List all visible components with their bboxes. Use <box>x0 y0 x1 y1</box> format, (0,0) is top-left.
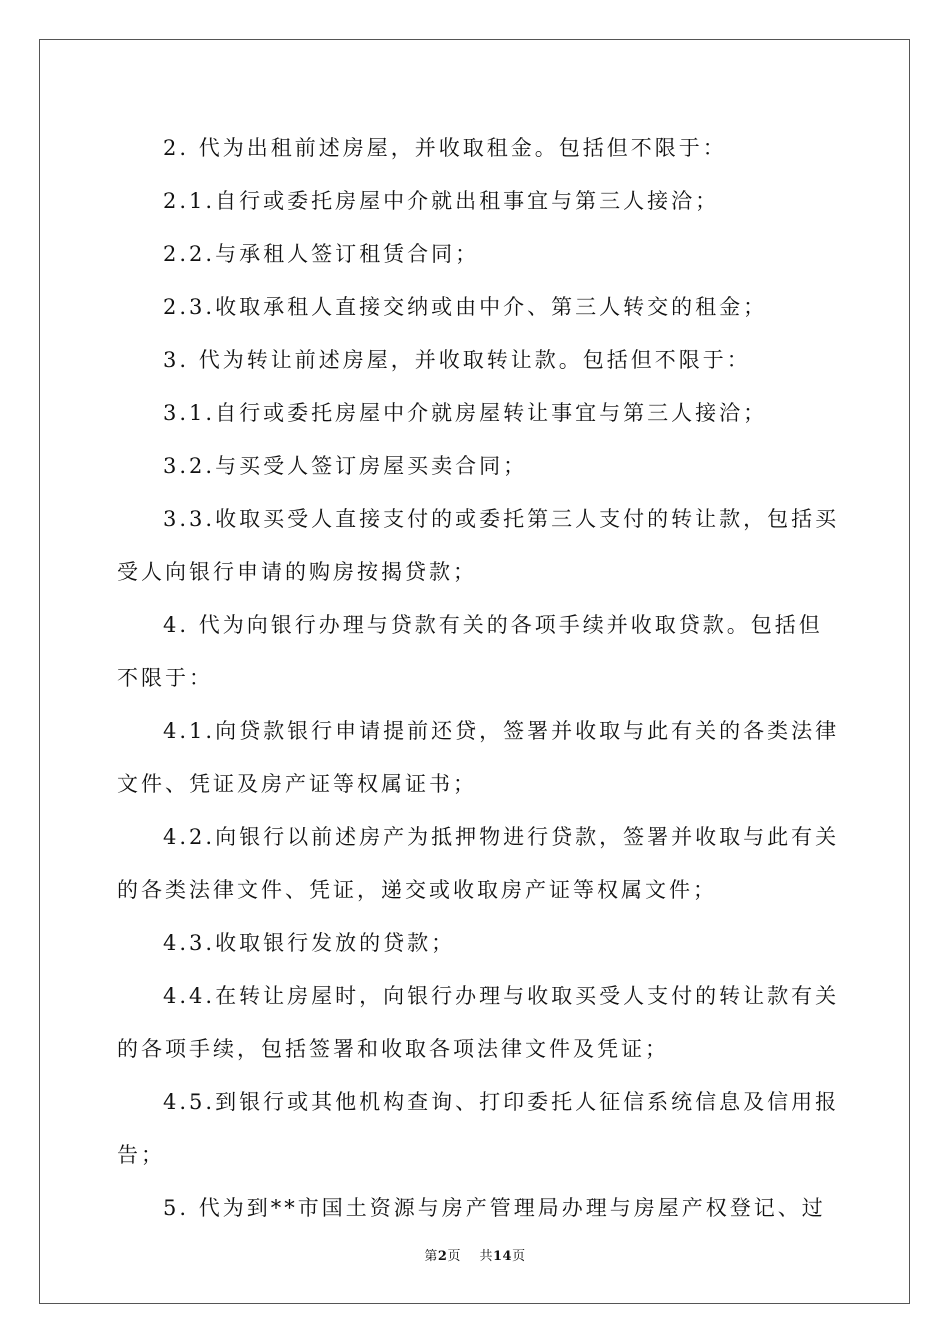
paragraph-line: 文件、凭证及房产证等权属证书； <box>117 772 477 796</box>
paragraph-line: 告； <box>117 1143 165 1167</box>
paragraph-line: 3.3.收取买受人直接支付的或委托第三人支付的转让款，包括买 <box>163 507 840 531</box>
total-pages: 14 <box>493 1249 513 1264</box>
paragraph-line: 5. 代为到**市国土资源与房产管理局办理与房屋产权登记、过 <box>163 1196 826 1220</box>
paragraph-line: 3.1.自行或委托房屋中介就房屋转让事宜与第三人接洽； <box>163 401 768 425</box>
paragraph-line: 4.2.向银行以前述房产为抵押物进行贷款，签署并收取与此有关 <box>163 825 840 849</box>
paragraph-line: 2.1.自行或委托房屋中介就出租事宜与第三人接洽； <box>163 189 720 213</box>
paragraph-line: 2.3.收取承租人直接交纳或由中介、第三人转交的租金； <box>163 295 768 319</box>
paragraph-line: 不限于： <box>117 666 213 690</box>
page-number: 2 <box>437 1249 448 1264</box>
paragraph-line: 4.4.在转让房屋时，向银行办理与收取买受人支付的转让款有关 <box>163 984 840 1008</box>
page-footer <box>0 1245 950 1264</box>
paragraph-line: 3.2.与买受人签订房屋买卖合同； <box>163 454 528 478</box>
paragraph-line: 受人向银行申请的购房按揭贷款； <box>117 560 477 584</box>
total-suffix: 页 <box>512 1249 526 1264</box>
paragraph-line: 2. 代为出租前述房屋，并收取租金。包括但不限于： <box>163 136 727 160</box>
paragraph-line: 4.3.收取银行发放的贷款； <box>163 931 456 955</box>
page-suffix: 页 <box>447 1249 461 1264</box>
paragraph-line: 2.2.与承租人签订租赁合同； <box>163 242 480 266</box>
paragraph-line: 4.1.向贷款银行申请提前还贷，签署并收取与此有关的各类法律 <box>163 719 840 743</box>
total-prefix: 共 <box>479 1249 493 1264</box>
paragraph-line: 3. 代为转让前述房屋，并收取转让款。包括但不限于： <box>163 348 751 372</box>
paragraph-line: 4. 代为向银行办理与贷款有关的各项手续并收取贷款。包括但 <box>163 613 823 637</box>
paragraph-line: 的各类法律文件、凭证，递交或收取房产证等权属文件； <box>117 878 717 902</box>
paragraph-line: 的各项手续，包括签署和收取各项法律文件及凭证； <box>117 1037 669 1061</box>
page-prefix: 第 <box>424 1249 438 1264</box>
paragraph-line: 4.5.到银行或其他机构查询、打印委托人征信系统信息及信用报 <box>163 1090 840 1114</box>
